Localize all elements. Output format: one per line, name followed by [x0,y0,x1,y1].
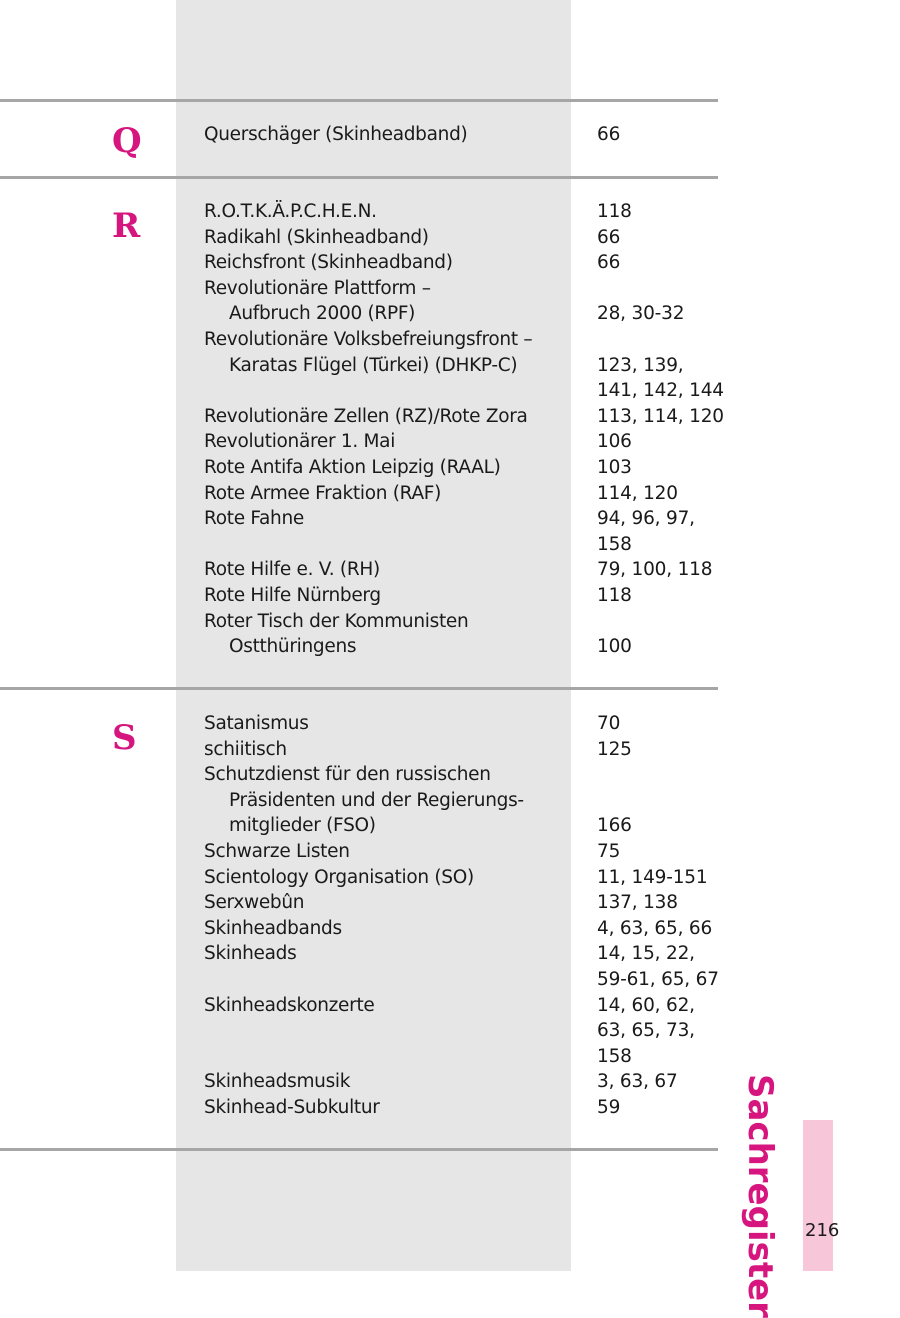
index-term: Revolutionärer 1. Mai [204,431,396,453]
index-page-refs: 63, 65, 73, [597,1020,695,1042]
page-number: 216 [805,1220,840,1241]
index-term: schiitisch [204,738,287,760]
index-page-refs: 123, 139, [597,354,684,376]
section-rule-top [0,99,718,102]
index-term-continuation: Präsidenten und der Regierungs- [229,789,524,811]
index-term: Revolutionäre Plattform – [204,277,431,299]
index-term: Roter Tisch der Kommunisten [204,610,469,632]
index-entry-line [0,813,900,839]
section-rule-q-r [0,176,718,179]
index-entry-line [0,737,900,763]
index-entry [0,506,900,557]
index-entry [0,737,900,763]
index-term: Skinheads [204,943,297,965]
index-page-refs: 70 [597,713,621,734]
index-entry-line [0,1018,900,1044]
index-page-refs: 4, 63, 65, 66 [597,917,713,939]
index-page-refs: 113, 114, 120 [597,405,724,427]
index-term: Rote Hilfe Nürnberg [204,584,381,606]
index-entry [0,916,900,942]
index-page-refs: 11, 149-151 [597,866,708,888]
index-entry-line [0,762,900,788]
index-entry-line [0,634,900,660]
index-term: Querschäger (Skinheadband) [204,124,468,145]
index-entry [0,327,900,404]
index-entry-line [0,122,900,148]
index-term: Satanismus [204,713,309,734]
index-entry-line [0,890,900,916]
index-entry-line [0,609,900,635]
index-section-q [0,122,900,148]
index-entry-line [0,916,900,942]
index-entry-line [0,353,900,379]
section-letter-r: R [112,206,141,246]
index-section-s [0,711,900,1121]
index-entry-line [0,327,900,353]
index-page-refs: 79, 100, 118 [597,559,713,581]
index-entry [0,583,900,609]
index-entry-line [0,967,900,993]
index-page-refs: 75 [597,840,621,862]
index-page-refs: 66 [597,252,621,274]
index-page-refs: 28, 30-32 [597,303,685,325]
index-page-refs: 114, 120 [597,482,678,504]
index-term-continuation: Karatas Flügel (Türkei) (DHKP-C) [229,354,518,376]
index-term-continuation: Ostthüringens [229,636,357,658]
index-entry-line [0,839,900,865]
index-term-continuation: Aufbruch 2000 (RPF) [229,303,416,325]
index-entry [0,481,900,507]
index-page-refs: 125 [597,738,632,760]
index-term: Rote Antifa Aktion Leipzig (RAAL) [204,456,501,478]
index-entry [0,762,900,839]
index-term: Schwarze Listen [204,840,350,862]
index-term: Rote Armee Fraktion (RAF) [204,482,442,504]
index-term: Reichsfront (Skinheadband) [204,252,453,274]
index-term: Schutzdienst für den russischen [204,764,491,786]
index-page-refs: 103 [597,456,632,478]
index-entry [0,941,900,992]
index-page-refs: 66 [597,226,621,248]
index-page-refs: 14, 15, 22, [597,943,695,965]
index-entry-line [0,455,900,481]
index-entry-line [0,865,900,891]
index-page-refs: 137, 138 [597,892,678,914]
index-entry-line [0,301,900,327]
index-entry-line [0,250,900,276]
index-term: Serxwebûn [204,892,305,914]
index-entry [0,557,900,583]
index-term: R.O.T.K.Ä.P.C.H.E.N. [204,201,377,222]
index-term: Rote Hilfe e. V. (RH) [204,559,380,581]
index-term: Skinheadskonzerte [204,994,375,1016]
section-letter-s: S [112,718,137,758]
index-entry-line [0,788,900,814]
index-entry-line [0,506,900,532]
index-page-refs: 118 [597,201,632,222]
index-entry [0,122,900,148]
index-page-refs: 59-61, 65, 67 [597,968,719,990]
index-entry [0,993,900,1070]
index-page-refs: 166 [597,815,632,837]
index-entry [0,225,900,251]
section-rule-r-s [0,687,718,690]
index-entry-line [0,583,900,609]
index-page-refs: 158 [597,533,632,555]
index-entry [0,609,900,660]
index-term: Scientology Organisation (SO) [204,866,474,888]
index-entry-line [0,404,900,430]
index-entry [0,199,900,225]
index-page-refs: 106 [597,431,632,453]
index-page-refs: 3, 63, 67 [597,1071,678,1093]
index-entry-line [0,378,900,404]
index-entry [0,865,900,891]
index-entry-line [0,225,900,251]
index-entry [0,711,900,737]
index-page-refs: 158 [597,1045,632,1067]
index-entry-line [0,276,900,302]
index-entry [0,429,900,455]
index-section-r [0,199,900,660]
index-entry-line [0,481,900,507]
index-page-refs: 141, 142, 144 [597,380,724,402]
index-entry [0,839,900,865]
index-term-continuation: mitglieder (FSO) [229,815,376,837]
index-term: Revolutionäre Zellen (RZ)/Rote Zora [204,405,528,427]
index-page-refs: 66 [597,124,621,145]
index-term: Skinheadsmusik [204,1071,351,1093]
section-letter-q: Q [112,121,142,161]
index-entry [0,404,900,430]
index-entry [0,250,900,276]
index-entry-line [0,199,900,225]
index-entry [0,890,900,916]
index-entry-line [0,941,900,967]
index-page-refs: 100 [597,636,632,658]
index-entry-line [0,532,900,558]
index-term: Rote Fahne [204,508,304,530]
index-page-refs: 94, 96, 97, [597,508,695,530]
index-term: Skinhead-Subkultur [204,1096,380,1118]
index-entry [0,455,900,481]
index-page-refs: 14, 60, 62, [597,994,695,1016]
index-page-refs: 118 [597,584,632,606]
index-entry-line [0,711,900,737]
side-title-sachregister: Sachregister [740,1074,780,1318]
index-entry [0,276,900,327]
index-entry-line [0,429,900,455]
index-term: Radikahl (Skinheadband) [204,226,429,248]
index-term: Revolutionäre Volksbefreiungsfront – [204,328,533,350]
index-entry-line [0,993,900,1019]
index-entry-line [0,557,900,583]
section-rule-bottom [0,1148,718,1151]
index-entry-line [0,1044,900,1070]
index-term: Skinheadbands [204,917,342,939]
index-page-refs: 59 [597,1096,621,1118]
thumb-index-tab [803,1120,833,1271]
